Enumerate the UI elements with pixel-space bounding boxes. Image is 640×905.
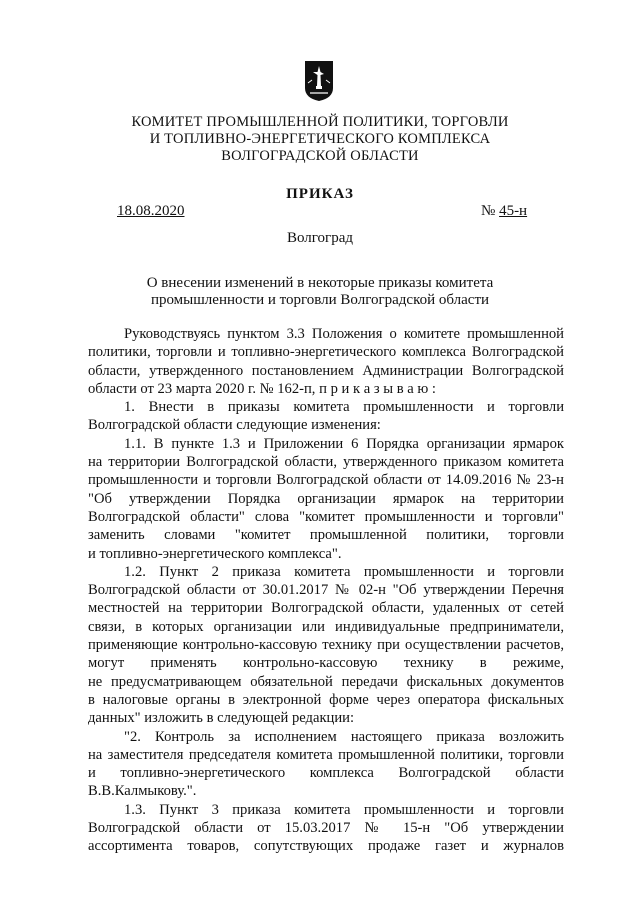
body-line: могут применять контрольно-кассовую технику в режиме, (88, 655, 564, 672)
body-line: применяющие контрольно-кассовую технику при осуществлении расчетов, (88, 637, 564, 654)
body-line: на заместителя председателя комитета промышленной политики, торговли (88, 746, 564, 763)
body-line: 1.1. В пункте 1.3 и Приложении 6 Порядка организации ярмарок (124, 435, 564, 452)
body-line: "2. Контроль за исполнением настоящего приказа возложить (124, 728, 564, 745)
body-line: Волгоградской области от 30.01.2017 № 02-н "Об утверждении Перечня (88, 582, 564, 599)
body-line: в налоговые органы в электронной форме через оператора фискальных (88, 691, 564, 708)
body-line: заменить словами "комитет промышленной политики, торговли (88, 527, 564, 544)
body-line: области от 23 марта 2020 г. № 162-п, п р и к а з ы в а ю : (88, 380, 436, 397)
org-name-line-1: КОМИТЕТ ПРОМЫШЛЕННОЙ ПОЛИТИКИ, ТОРГОВЛИ (131, 114, 509, 130)
subject-line-2: промышленности и торговли Волгоградской области (150, 292, 490, 308)
body-line: 1. Внести в приказы комитета промышленности и торговли (124, 399, 564, 416)
org-name-line-2: И ТОПЛИВНО-ЭНЕРГЕТИЧЕСКОГО КОМПЛЕКСА (149, 131, 491, 147)
volgograd-coat-of-arms-icon (304, 60, 334, 102)
body-line: Волгоградской области" слова "комитет промышленности и торговли" (88, 508, 564, 525)
body-line: местностей на территории Волгоградской области, удаленных от сетей (88, 600, 564, 617)
body-line: и топливно-энергетического комплекса". (88, 545, 342, 562)
body-line: 1.2. Пункт 2 приказа комитета промышленности и торговли (124, 563, 564, 580)
body-line: и топливно-энергетического комплекса Волгоградской области (88, 765, 564, 782)
body-line: В.В.Калмыкову.". (88, 783, 197, 800)
body-line: ассортимента товаров, сопутствующих продаже газет и журналов (88, 838, 564, 855)
body-line: промышленности и торговли Волгоградской области от 14.09.2016 № 23-н (88, 472, 564, 489)
document-date: 18.08.2020 (117, 203, 185, 219)
number-prefix: № (481, 203, 496, 219)
body-line: не предусматривающем обязательной передачи фискальных документов (88, 673, 564, 690)
body-line: связи, в которых организации или индивидуальные предприниматели, (88, 618, 564, 635)
body-line: данных" изложить в следующей редакции: (88, 710, 355, 727)
body-line: "Об утверждении Порядка организации ярмарок на территории (88, 490, 564, 507)
document-type-title: ПРИКАЗ (286, 186, 354, 202)
number-value: 45-н (499, 203, 528, 219)
body-line: Волгоградской области следующие изменения: (88, 417, 381, 434)
subject-line-1: О внесении изменений в некоторые приказы комитета (146, 275, 494, 291)
document-body (88, 325, 564, 856)
body-line: Волгоградской области от 15.03.2017 № 15-н "Об утверждении (88, 820, 564, 837)
document-city: Волгоград (286, 230, 353, 246)
body-line: на территории Волгоградской области, утвержденного приказом комитета (88, 454, 564, 471)
document-number (481, 203, 527, 220)
body-line: области, утвержденного постановлением Администрации Волгоградской (88, 362, 564, 379)
body-line: Руководствуясь пунктом 3.3 Положения о комитете промышленной (124, 326, 564, 342)
org-name-line-3: ВОЛГОГРАДСКОЙ ОБЛАСТИ (221, 148, 419, 164)
body-line: политики, торговли и топливно-энергетического комплекса Волгоградской (88, 344, 564, 361)
body-line: 1.3. Пункт 3 приказа комитета промышленности и торговли (124, 801, 564, 818)
